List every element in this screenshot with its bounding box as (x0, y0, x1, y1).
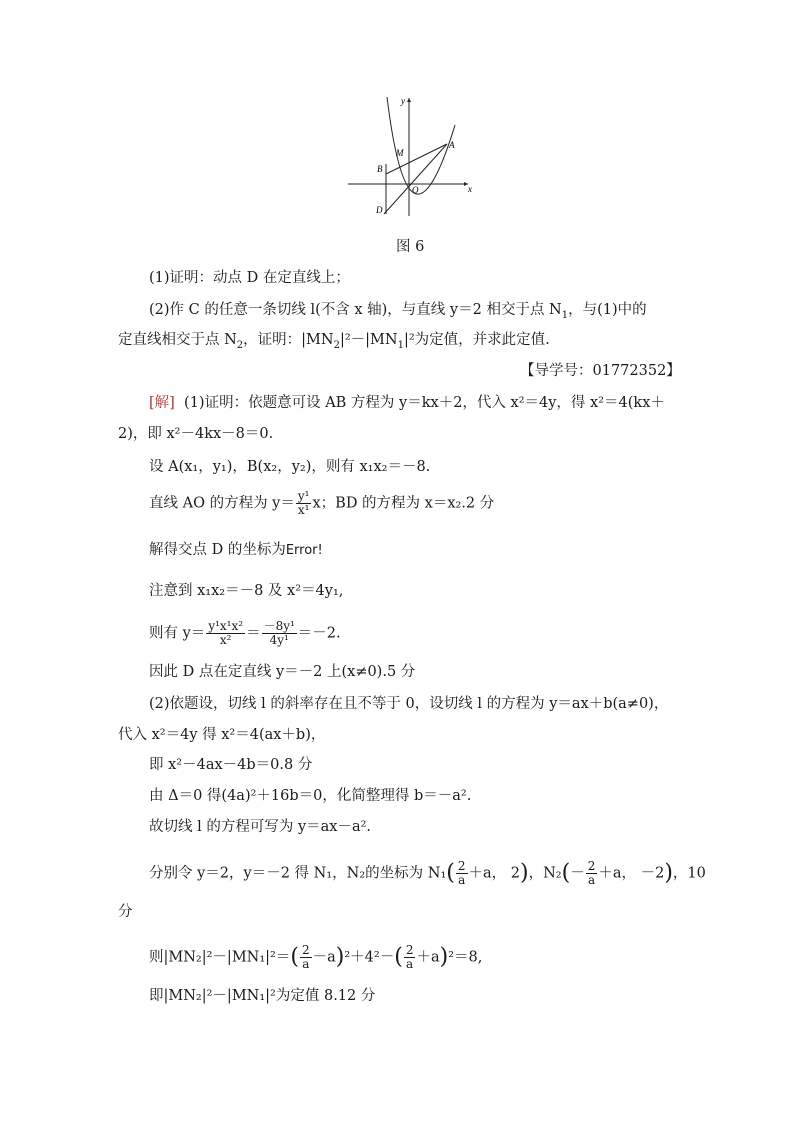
label-y: y (401, 96, 405, 106)
label-a: A (449, 140, 455, 150)
label-d: D (376, 205, 383, 215)
solution-line16: 则|MN₂|²－|MN₁|²＝( $\frac{2}{a}$ －a)²＋4²－( $\frac{2}{a}$ ＋a)²＝8, (149, 943, 483, 971)
solution-line15: 分 (118, 904, 133, 920)
error-text: Error! (285, 543, 323, 558)
solution-line1: [解] (1)证明：依题意可设 AB 方程为 y＝kx＋2，代入 x²＝4y，得 x²＝4(kx＋ (149, 395, 665, 411)
solution-line3: 设 A(x₁，y₁)，B(x₂，y₂)，则有 x₁x₂＝－8. (149, 459, 431, 475)
label-o: O (412, 185, 419, 195)
figure-caption: 图 6 (396, 239, 425, 255)
solution-line11: 即 x²－4ax－4b＝0.8 分 (149, 757, 313, 773)
solution-line12: 由 Δ＝0 得(4a)²＋16b＝0，化简整理得 b＝－a². (149, 788, 472, 804)
label-m: M (396, 148, 404, 158)
solution-line6: 注意到 x₁x₂＝－8 及 x²＝4y₁, (149, 583, 344, 599)
solution-line14: 分别令 y＝2，y＝－2 得 N₁，N₂的坐标为 N₁( $\frac{2}{a}$ ＋a， 2)，N₂(－ $\frac{2}{a}$ ＋a， －2)，10 (149, 859, 706, 887)
problem-part1: (1)证明：动点 D 在定直线上； (149, 270, 350, 286)
solution-line8: 因此 D 点在定直线 y＝－2 上(x≠0).5 分 (149, 664, 416, 680)
parabola-figure (340, 92, 480, 220)
solution-line13: 故切线 l 的方程可写为 y＝ax－a². (149, 819, 372, 835)
solution-line10: 代入 x²＝4y 得 x²＝4(ax＋b)， (118, 727, 326, 743)
solution-line2: 2)，即 x²－4kx－8＝0. (118, 426, 274, 442)
reference-number: 【导学号：01772352】 (520, 363, 681, 379)
problem-part2-line2: 定直线相交于点 $N_2$，证明：$|MN_2|^2-|MN_1|^2$为定值，并求此定值. (118, 332, 550, 351)
problem-part2-line1: (2)作 C 的任意一条切线 l(不含 x 轴)，与直线 y＝2 相交于点 $N_1$，与(1)中的 (149, 302, 647, 321)
label-x: x (468, 184, 472, 194)
solution-line9: (2)依题设，切线 l 的斜率存在且不等于 0，设切线 l 的方程为 y＝ax＋b(a≠0)， (149, 696, 669, 712)
label-b: B (377, 164, 383, 174)
solution-line4: 直线 AO 的方程为 y＝ $\frac{\text{y¹}}{\text{x¹}}$ x；BD 的方程为 x＝x₂.2 分 (149, 489, 495, 517)
solution-line7: 则有 y＝ $\frac{\text{y¹x¹x²}}{\text{x²}}$ ＝ $\frac{\text{－8y¹}}{\text{4y¹}}$ ＝－2. (149, 619, 341, 647)
line-ao (384, 144, 447, 214)
fraction-y1-x1: $\frac{\text{y¹}}{\text{x¹}}$ (297, 489, 310, 517)
solution-tag: [解] (149, 395, 175, 411)
solution-line17: 即|MN₂|²－|MN₁|²为定值 8.12 分 (149, 988, 376, 1004)
solution-line5: 解得交点 D 的坐标为Error! (149, 542, 323, 558)
